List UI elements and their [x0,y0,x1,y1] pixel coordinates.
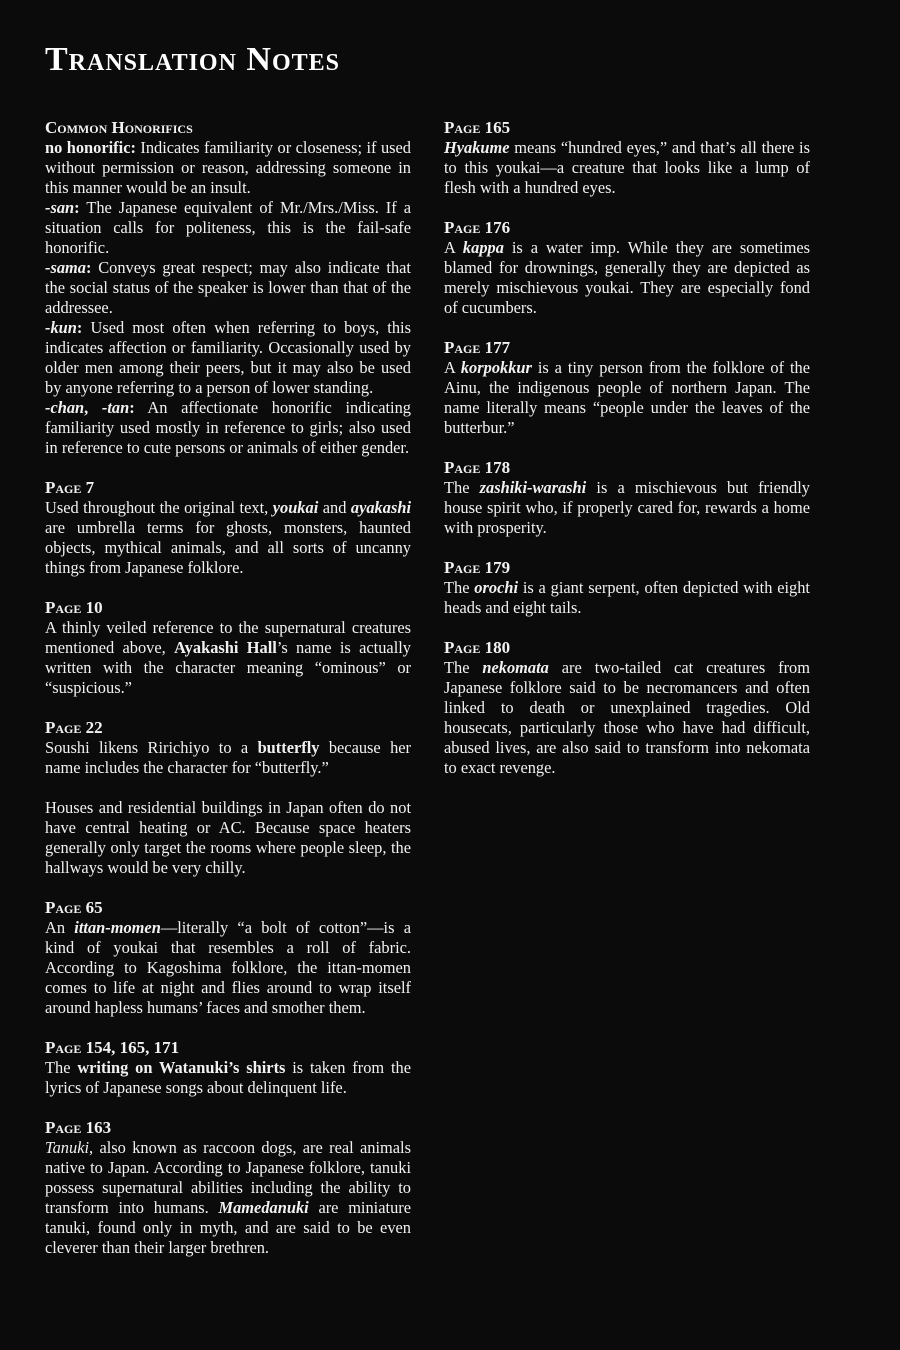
term-colon: : [129,398,135,417]
text-run: The [444,658,483,677]
text-run: is a tiny person from the folklore of the Ainu, the indigenous people of northern Japan. The name literally means “people under the leaves of the butterbur.” [444,358,811,437]
left-column [45,118,411,1278]
note-text [444,138,810,198]
honorific-entry [45,318,411,398]
text-run: are two-tailed cat creatures from Japanese folklore said to be necromancers and often linked to death or unexplained tragedies. Old housecats, particularly those who have had difficult, abused lives, are also said to transform into nekomata to exact revenge. [444,658,810,777]
section-heading: Page 154, 165, 171 [45,1038,180,1057]
note-page-180 [444,638,810,778]
note-text [444,478,810,538]
note-page-177 [444,338,810,438]
text-run: is a mischievous but friendly house spirit who, if properly cared for, rewards a home with prosperity. [444,478,810,537]
term: youkai [272,498,319,517]
section-heading: Page 180 [444,638,511,657]
definition: Indicates familiarity or closeness; if used without permission or reason, addressing someone in this manner would be an insult. [45,138,411,197]
definition: An affectionate honorific indicating familiarity used mostly in reference to girls; also used in reference to cute persons or animals of either gender. [45,398,411,457]
text-run: is taken from the lyrics of Japanese songs about delinquent life. [45,1058,411,1097]
term: ittan-momen [74,918,161,937]
text-run: ’s name is actually written with the character meaning “ominous” or “suspicious.” [45,638,411,697]
note-text: Houses and residential buildings in Japan often do not have central heating or AC. Because space heaters generally only target the rooms where people sleep, the hallways would be very chilly. [45,798,411,877]
note-page-7 [45,478,411,578]
term: nekomata [482,658,549,677]
term-colon: : [85,258,92,277]
term: -sama [45,258,86,277]
term: Hyakume [444,138,510,157]
term: Mamedanuki [218,1198,309,1217]
text-run: and [318,498,351,517]
term-colon: : [74,198,80,217]
text-run: are umbrella terms for ghosts, monsters, haunted objects, mythical animals, and all sorts of uncanny things from Japanese folklore. [45,518,411,577]
note-text [45,1058,411,1098]
text-run: A [444,358,461,377]
honorific-entry [45,398,411,458]
term: korpokkur [460,358,532,377]
section-heading: Page 10 [45,598,103,617]
note-page-163 [45,1118,411,1258]
term: zashiki-warashi [479,478,587,497]
text-run: because her name includes the character for “butterfly.” [45,738,411,777]
note-page-178 [444,458,810,538]
honorific-entry [45,258,411,318]
section-heading: Page 177 [444,338,511,357]
note-text [45,738,411,778]
honorific-entry [45,138,411,198]
definition: Used most often when referring to boys, this indicates affection or familiarity. Occasionally used by older men among their peers, but it may also be used by anyone referring to a person of lower standing. [45,318,411,397]
note-page-154 [45,1038,411,1098]
term: -kun [45,318,77,337]
note-page-10 [45,598,411,698]
section-heading: Common Honorifics [45,118,193,137]
text-run: —literally “a bolt of cotton”—is a kind of youkai that resembles a roll of fabric. According to Kagoshima folklore, the ittan-momen comes to life at night and flies around to wrap itself around hapless humans’ faces and smother them. [45,918,411,1017]
honorific-entry [45,198,411,258]
text-run: The [45,1058,78,1077]
term: butterfly [257,738,320,757]
note-text [444,578,810,618]
term: ayakashi [350,498,411,517]
definition: Conveys great respect; may also indicate that the social status of the speaker is lower than that of the addressee. [45,258,411,317]
section-heading: Page 163 [45,1118,112,1137]
text-run: An [45,918,75,937]
note-page-179 [444,558,810,618]
note-text [444,658,810,778]
term-colon: : [76,318,83,337]
definition: The Japanese equivalent of Mr./Mrs./Miss. If a situation calls for politeness, this is the fail-safe honorific. [45,198,411,257]
term: kappa [462,238,504,257]
note-page-22 [45,718,411,878]
term-separator: , [84,398,102,417]
note-text [45,618,411,698]
section-heading: Page 65 [45,898,103,917]
honorifics-section [45,118,411,458]
text-run: is a giant serpent, often depicted with eight heads and eight tails. [444,578,810,617]
note-text [45,498,411,578]
note-text [45,1138,411,1258]
note-page-176 [444,218,810,318]
text-run: Used throughout the original text, [45,498,273,517]
note-page-165 [444,118,810,198]
text-run: Soushi likens Ririchiyo to a [45,738,258,757]
term: -chan [45,398,85,417]
term: orochi [474,578,519,597]
section-heading: Page 179 [444,558,511,577]
note-text [444,238,810,318]
text-run: is a water imp. While they are sometimes blamed for drownings, generally they are depicted as merely mischievous youkai. They are especially fond of cucumbers. [444,238,811,317]
section-heading: Page 176 [444,218,511,237]
note-page-65 [45,898,411,1018]
text-run: means “hundred eyes,” and that’s all there is to this youkai—a creature that looks like a lump of flesh with a hundred eyes. [444,138,810,197]
term: writing on Watanuki’s shirts [77,1058,286,1077]
text-run: The [444,578,475,597]
page-title: Translation Notes [45,41,341,78]
section-heading: Page 22 [45,718,103,737]
section-heading: Page 7 [45,478,95,497]
section-heading: Page 178 [444,458,511,477]
term: Tanuki [45,1138,90,1157]
term: Ayakashi Hall [174,638,277,657]
note-text [45,918,411,1018]
note-text [444,358,810,438]
text-run: A thinly veiled reference to the supernatural creatures mentioned above, [45,618,411,657]
term: -san [45,198,75,217]
text-run: are miniature tanuki, found only in myth, and are said to be even cleverer than their larger brethren. [45,1198,411,1257]
right-column [444,118,810,798]
section-heading: Page 165 [444,118,511,137]
text-run: The [444,478,480,497]
text-run: A [444,238,463,257]
text-run: , also known as raccoon dogs, are real animals native to Japan. According to Japanese folklore, tanuki possess supernatural abilities including the ability to transform into humans. [45,1138,411,1217]
term: -tan [101,398,130,417]
term: no honorific: [45,138,136,157]
